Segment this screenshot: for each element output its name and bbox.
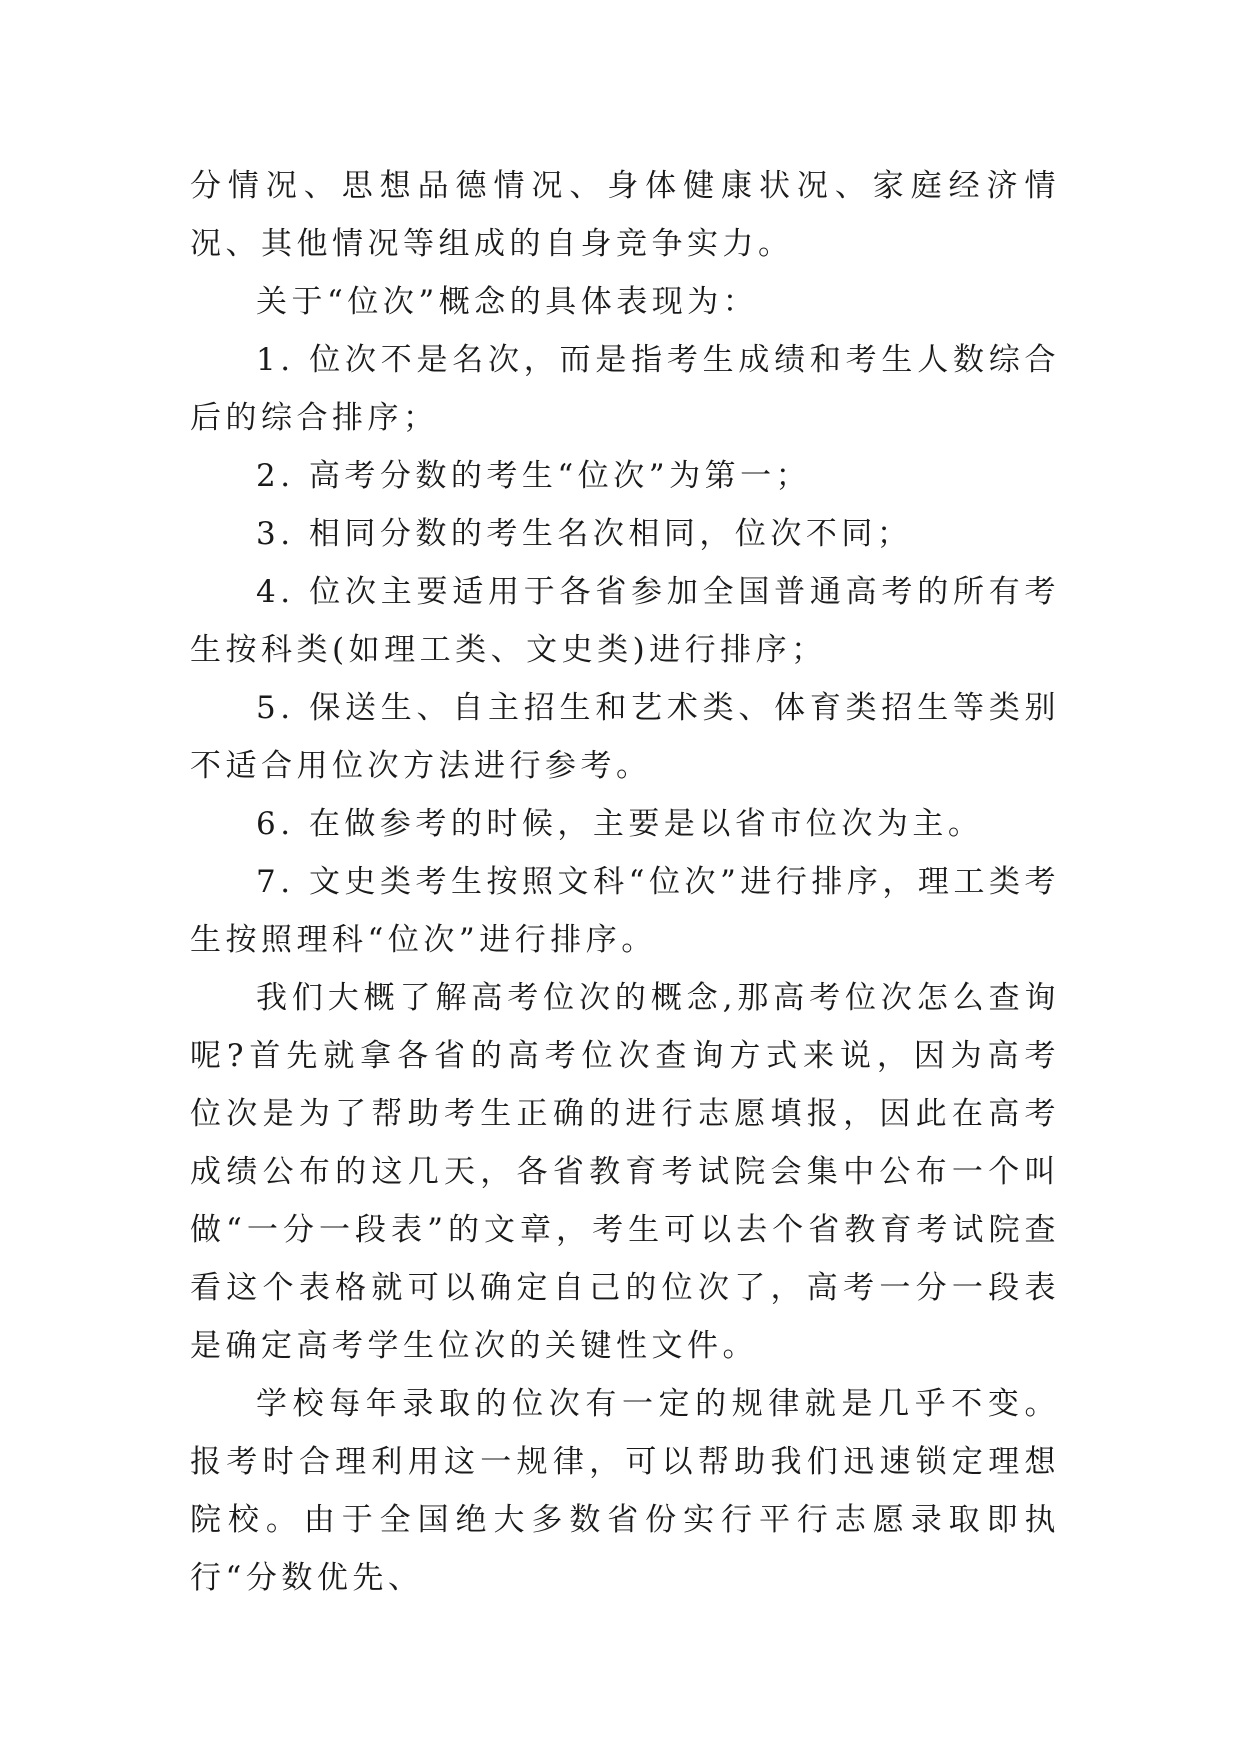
list-item-6: 6. 在做参考的时候，主要是以省市位次为主。	[256, 806, 984, 842]
document-body	[190, 157, 1060, 1607]
list-item-3: 3. 相同分数的考生名次相同，位次不同；	[256, 516, 913, 552]
list-item-1: 1. 位次不是名次，而是指考生成绩和考生人数综合后的综合排序；	[190, 342, 1060, 436]
paragraph-rank-query: 我们大概了解高考位次的概念,那高考位次怎么查询呢?首先就拿各省的高考位次查询方式来说，因为高考位次是为了帮助考生正确的进行志愿填报，因此在高考成绩公布的这几天，各省教育考试院会集中公布一个叫做“一分一段表”的文章，考生可以去个省教育考试院查看这个表格就可以确定自己的位次了，高考一分一段表是确定高考学生位次的关键性文件。	[190, 980, 1060, 1364]
paragraph-admission-pattern: 学校每年录取的位次有一定的规律就是几乎不变。报考时合理利用这一规律，可以帮助我们迅速锁定理想院校。由于全国绝大多数省份实行平行志愿录取即执行“分数优先、	[190, 1386, 1060, 1596]
list-item-4: 4. 位次主要适用于各省参加全国普通高考的所有考生按科类(如理工类、文史类)进行排序；	[190, 574, 1060, 668]
paragraph-rank-concept-intro: 关于“位次”概念的具体表现为：	[256, 284, 759, 320]
list-item-7: 7. 文史类考生按照文科“位次”进行排序，理工类考生按照理科“位次”进行排序。	[190, 864, 1060, 958]
list-item-5: 5. 保送生、自主招生和艺术类、体育类招生等类别不适合用位次方法进行参考。	[190, 690, 1060, 784]
list-item-2: 2. 高考分数的考生“位次”为第一；	[256, 458, 812, 494]
paragraph-continuation: 分情况、思想品德情况、身体健康状况、家庭经济情况、其他情况等组成的自身竞争实力。	[190, 168, 1060, 262]
